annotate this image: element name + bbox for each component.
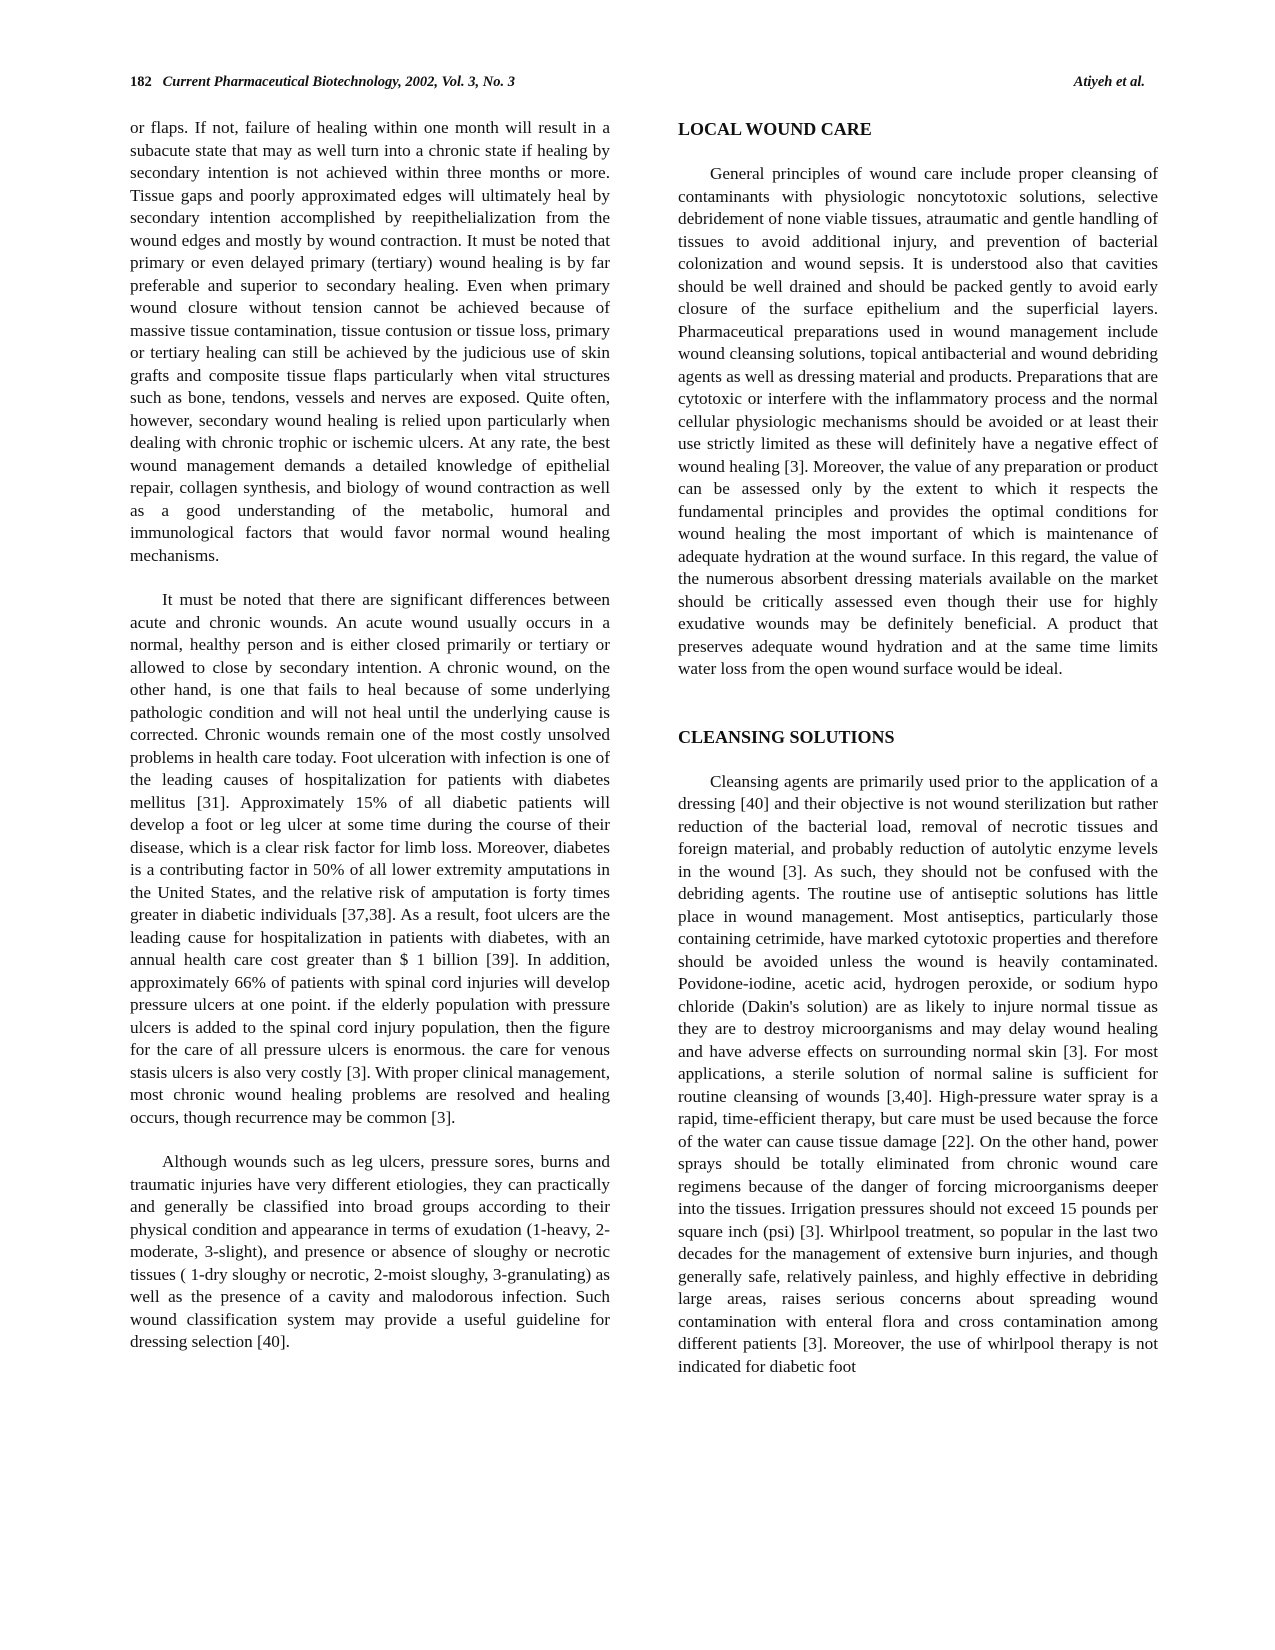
right-column: [678, 117, 1158, 1378]
running-header: [130, 74, 1145, 98]
paragraph: General principles of wound care include proper cleansing of contaminants with physiologic noncytotoxic solutions, selective debridement of none viable tissues, atraumatic and gentle handling of tissues to avoid additional injury, and prevention of bacterial colonization and wound sepsis. It is understood also that cavities should be well drained and should be packed gently to avoid early closure of the surface epithelium and the superficial layers. Pharmaceutical preparations used in wound management include wound cleansing solutions, topical antibacterial and wound debriding agents as well as dressing material and products. Preparations that are cytotoxic or interfere with the inflammatory process and the normal cellular physiologic mechanisms should be avoided or at least their use strictly limited as these will definitely have a negative effect of wound healing [3]. Moreover, the value of any preparation or product can be assessed only by the extent to which it respects the fundamental principles and provides the optimal conditions for wound healing the most important of which is maintenance of adequate hydration at the wound surface. In this regard, the value of the numerous absorbent dressing materials available on the market should be critically assessed even though their use for highly exudative wounds may be definitely beneficial. A product that preserves adequate wound hydration and at the same time limits water loss from the open wound surface would be ideal.: [678, 164, 1158, 678]
paragraph: or flaps. If not, failure of healing within one month will result in a subacute state that may as well turn into a chronic state if healing by secondary intention is not achieved within three months or more. Tissue gaps and poorly approximated edges will ultimately heal by secondary intention accomplished by reepithelialization from the wound edges and mostly by wound contraction. It must be noted that primary or even delayed primary (tertiary) wound healing is by far preferable and superior to secondary healing. Even when primary wound closure without tension cannot be achieved because of massive tissue contamination, tissue contusion or tissue loss, primary or tertiary healing can still be achieved by the judicious use of skin grafts and composite tissue flaps particularly when vital structures such as bone, tendons, vessels and nerves are exposed. Quite often, however, secondary wound healing is relied upon particularly when dealing with chronic trophic or ischemic ulcers. At any rate, the best wound management demands a detailed knowledge of epithelial repair, collagen synthesis, and biology of wound contraction as well as a good understanding of the metabolic, humoral and immunological factors that would favor normal wound healing mechanisms.: [130, 118, 610, 565]
paragraph: Although wounds such as leg ulcers, pressure sores, burns and traumatic injuries have very different etiologies, they can practically and generally be classified into broad groups according to their physical condition and appearance in terms of exudation (1-heavy, 2-moderate, 3-slight), and presence or absence of sloughy or necrotic tissues ( 1-dry sloughy or necrotic, 2-moist sloughy, 3-granulating) as well as the presence of a cavity and malodorous infection. Such wound classification system may provide a useful guideline for dressing selection [40].: [130, 1152, 610, 1351]
header-authors: Atiyeh et al.: [1073, 74, 1145, 90]
left-column: [130, 117, 610, 1354]
paragraph: Cleansing agents are primarily used prior to the application of a dressing [40] and their objective is not wound sterilization but rather reduction of the bacterial load, removal of necrotic tissues and foreign material, and probably reduction of autolytic enzyme levels in the wound [3]. As such, they should not be confused with the debriding agents. The routine use of antiseptic solutions has little place in wound management. Most antiseptics, particularly those containing cetrimide, have marked cytotoxic properties and therefore should be avoided unless the wound is heavily contaminated. Povidone-iodine, acetic acid, hydrogen peroxide, or sodium hypo chloride (Dakin's solution) are as likely to injure normal tissue as they are to destroy microorganisms and may delay wound healing and have adverse effects on surrounding normal skin [3]. For most applications, a sterile solution of normal saline is sufficient for routine cleansing of wounds [3,40]. High-pressure water spray is a rapid, time-efficient therapy, but care must be used because the force of the water can cause tissue damage [22]. On the other hand, power sprays should be totally eliminated from chronic wound care regimens because of the danger of forcing microorganisms deeper into the tissues. Irrigation pressures should not exceed 15 pounds per square inch (psi) [3]. Whirlpool treatment, so popular in the last two decades for the management of extensive burn injuries, and though generally safe, relatively painless, and highly effective in debriding large areas, raises serious concerns about spreading wound contamination with enteral flora and cross contamination among different patients [3]. Moreover, the use of whirlpool therapy is not indicated for diabetic foot: [678, 771, 1158, 1376]
paragraph: It must be noted that there are significant differences between acute and chronic wounds. An acute wound usually occurs in a normal, healthy person and is either closed primarily or tertiary or allowed to close by secondary intention. A chronic wound, on the other hand, is one that fails to heal because of some underlying pathologic condition and will not heal until the underlying cause is corrected. Chronic wounds remain one of the most costly unsolved problems in health care today. Foot ulceration with infection is one of the leading causes of hospitalization for patients with diabetes mellitus [31]. Approximately 15% of all diabetic patients will develop a foot or leg ulcer at some time during the course of their disease, which is a clear risk factor for limb loss. Moreover, diabetes is a contributing factor in 50% of all lower extremity amputations in the United States, and the relative risk of amputation is forty times greater in diabetic individuals [37,38]. As a result, foot ulcers are the leading cause for hospitalization in patients with diabetes, with an annual health care cost greater than $ 1 billion [39]. In addition, approximately 66% of patients with spinal cord injuries will develop pressure ulcers at one point. if the elderly population with pressure ulcers is added to the spinal cord injury population, then the figure for the care of all pressure ulcers is enormous. the care for venous stasis ulcers is also very costly [3]. With proper clinical management, most chronic wound healing problems are resolved and healing occurs, though recurrence may be common [3].: [130, 590, 610, 1127]
journal-name: Current Pharmaceutical Biotechnology,: [162, 74, 402, 90]
journal-issue: 2002, Vol. 3, No. 3: [405, 74, 515, 90]
section-heading: LOCAL WOUND CARE: [678, 119, 872, 139]
section-heading: CLEANSING SOLUTIONS: [678, 726, 895, 747]
header-left: [130, 74, 515, 91]
page-number: 182: [130, 74, 152, 90]
